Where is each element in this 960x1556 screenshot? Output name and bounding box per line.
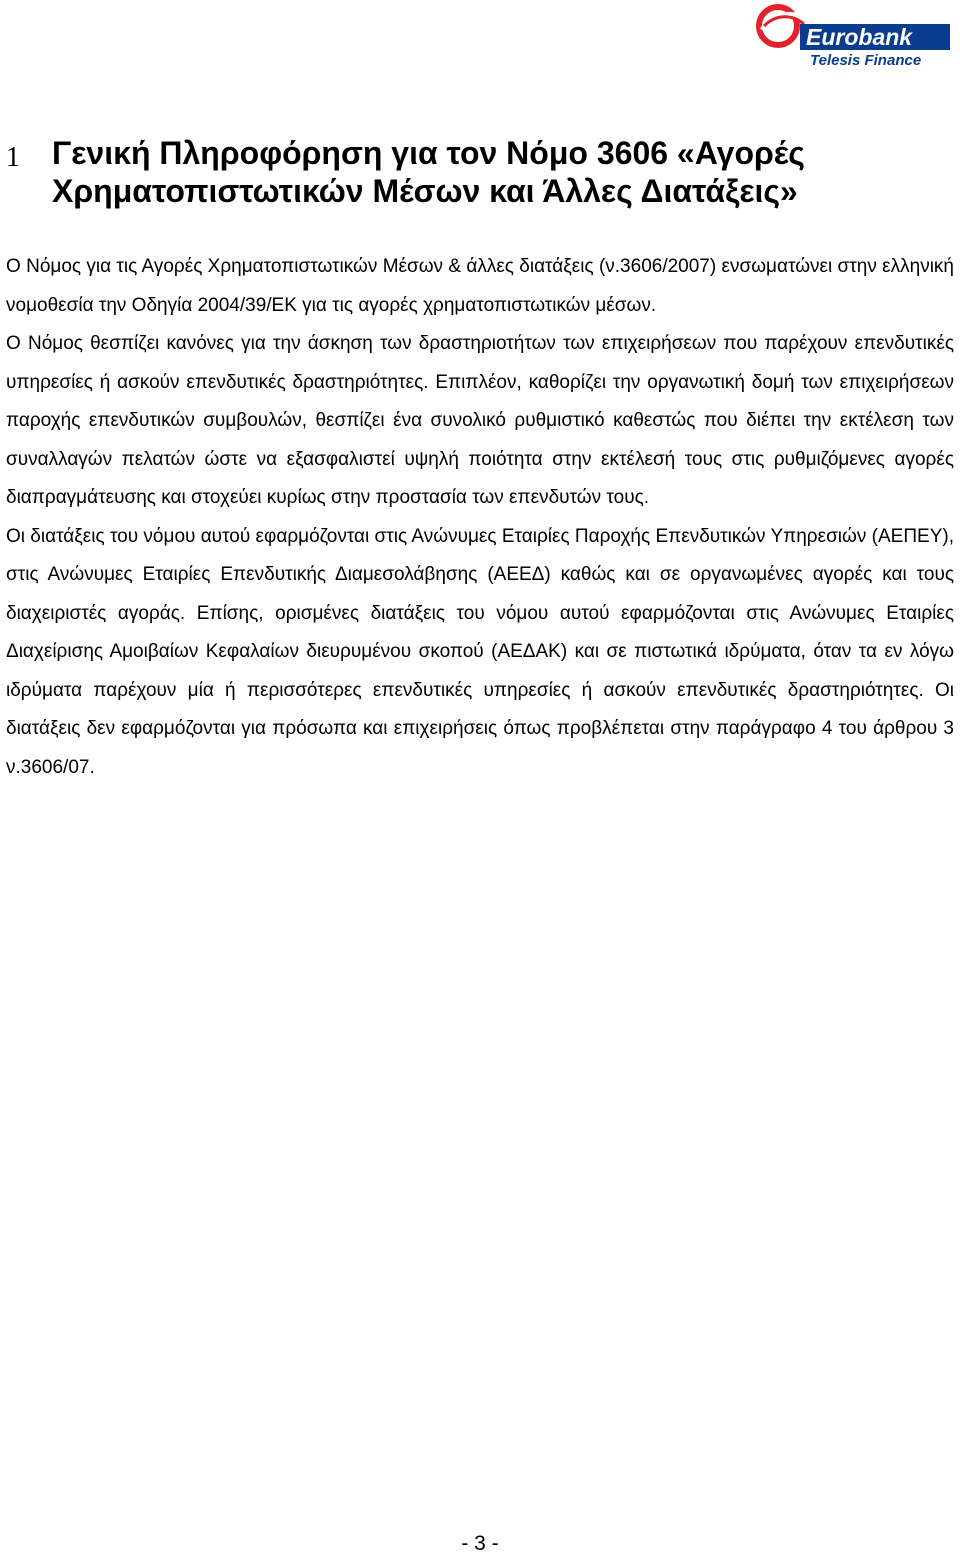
paragraph-intro: Ο Νόμος για τις Αγορές Χρηματοπιστωτικών Μέσων & άλλες διατάξεις (ν.3606/2007) ενσωματώνει στην ελληνική νομοθεσία την Οδηγία 2004/39/ΕΚ για τις αγορές χρηματοπιστωτικών μέσων. (6, 256, 954, 316)
heading-number: 1 (6, 142, 20, 173)
paragraph-scope: Οι διατάξεις του νόμου αυτού εφαρμόζονται στις Ανώνυμες Εταιρίες Παροχής Επενδυτικών Υπηρεσιών (ΑΕΠΕΥ), στις Ανώνυμες Εταιρίες Επενδυτικής Διαμεσολάβησης (ΑΕΕΔ) καθώς και σε οργανωμένες αγορές και τους διαχειριστές αγοράς. Επίσης, ορισμένες διατάξεις του νόμου αυτού εφαρμόζονται στις Ανώνυμες Εταιρίες Διαχείρισης Αμοιβαίων Κεφαλαίων διευρυμένου σκοπού (ΑΕΔΑΚ) και σε πιστωτικά ιδρύματα, όταν τα εν λόγω ιδρύματα παρέχουν μία ή περισσότερες επενδυτικές υπηρεσίες ή ασκούν επενδυτικές δραστηριότητες. Οι διατάξεις δεν εφαρμόζονται για πρόσωπα και επιχειρήσεις όπως προβλέπεται στην παράγραφο 4 του άρθρου 3 ν.3606/07. (6, 525, 954, 778)
page-number-text: - 3 - (461, 1532, 499, 1555)
page-number (0, 1532, 960, 1556)
document-body (6, 248, 954, 787)
logo-subtitle-text: Telesis Finance (810, 52, 922, 69)
heading-title: Γενική Πληροφόρηση για τον Νόμο 3606 «Αγορές Χρηματοπιστωτικών Μέσων και Άλλες Διατάξεις» (52, 135, 805, 209)
eurobank-logo (752, 4, 952, 70)
eurobank-logo-graphic (752, 4, 952, 70)
paragraph-rules: Ο Νόμος θεσπίζει κανόνες για την άσκηση των δραστηριοτήτων των επιχειρήσεων που παρέχουν επενδυτικές υπηρεσίες ή ασκούν επενδυτικές δραστηριότητες. Επιπλέον, καθορίζει την οργανωτική δομή των επιχειρήσεων παροχής επενδυτικών συμβουλών, θεσπίζει ένα συνολικό ρυθμιστικό καθεστώς που διέπει την εκτέλεση των συναλλαγών πελατών ώστε να εξασφαλιστεί υψηλή ποιότητα στην εκτέλεσή τους στις ρυθμιζόμενες αγορές διαπραγμάτευσης και στοχεύει κυρίως στην προστασία των επενδυτών τους. (6, 333, 954, 508)
logo-brand-text: Eurobank (806, 24, 913, 50)
